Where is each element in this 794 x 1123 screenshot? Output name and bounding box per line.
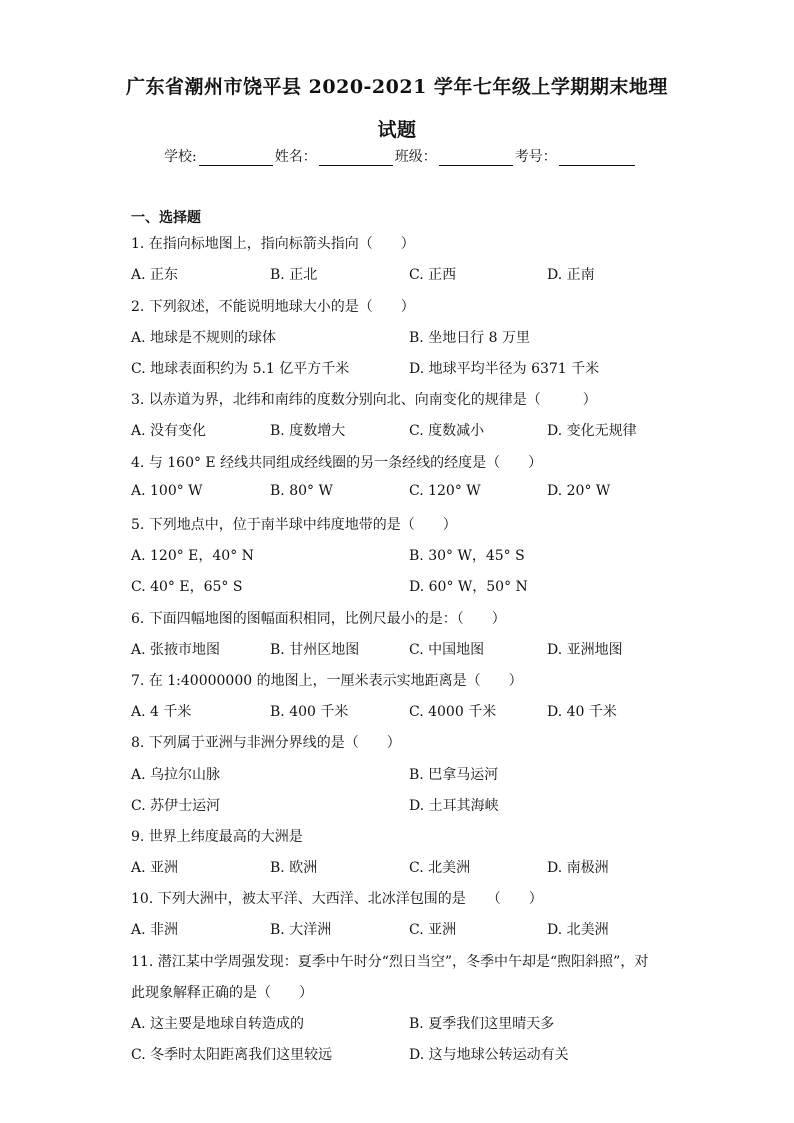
q9-option-b[interactable]: B. 欧洲: [270, 860, 318, 876]
exam-title-line1: 广东省潮州市饶平县 2020-2021 学年七年级上学期期末地理: [126, 76, 668, 98]
q10-option-b[interactable]: B. 大洋洲: [270, 922, 332, 938]
q1-option-d[interactable]: D. 正南: [547, 267, 595, 283]
question-8-stem: 8. 下列属于亚洲与非洲分界线的是（ ）: [131, 735, 401, 751]
question-4-stem: 4. 与 160° E 经线共同组成经线圈的另一条经线的经度是（ ）: [131, 455, 543, 471]
q8-option-d[interactable]: D. 土耳其海峡: [409, 798, 499, 814]
exam-title-line2: 试题: [377, 119, 417, 141]
question-9-stem: 9. 世界上纬度最高的大洲是: [131, 829, 303, 845]
q2-option-c[interactable]: C. 地球表面积约为 5.1 亿平方千米: [131, 361, 350, 377]
class-label: 班级：: [394, 149, 437, 165]
q4-option-c[interactable]: C. 120° W: [409, 483, 481, 499]
q1-option-b[interactable]: B. 正北: [270, 267, 318, 283]
section-title: 一、选择题: [131, 210, 201, 226]
q6-option-c[interactable]: C. 中国地图: [409, 642, 485, 658]
q4-option-d[interactable]: D. 20° W: [547, 483, 611, 499]
q1-option-c[interactable]: C. 正西: [409, 267, 457, 283]
q1-option-a[interactable]: A. 正东: [131, 267, 179, 283]
question-7-stem: 7. 在 1:40000000 的地图上，一厘米表示实地距离是（ ）: [131, 673, 523, 689]
exam-number-blank[interactable]: [559, 151, 635, 166]
q9-option-c[interactable]: C. 北美洲: [409, 860, 471, 876]
q11-option-c[interactable]: C. 冬季时太阳距离我们这里较远: [131, 1047, 333, 1063]
q6-option-b[interactable]: B. 甘州区地图: [270, 642, 360, 658]
q3-option-b[interactable]: B. 度数增大: [270, 423, 346, 439]
student-info-row: [164, 146, 637, 166]
q10-option-c[interactable]: C. 亚洲: [409, 922, 457, 938]
school-label: 学校:: [164, 149, 197, 165]
school-blank[interactable]: [199, 151, 273, 166]
q4-option-b[interactable]: B. 80° W: [270, 483, 333, 499]
question-10-stem: 10. 下列大洲中，被太平洋、大西洋、北冰洋包围的是 （ ）: [131, 891, 543, 907]
q5-option-c[interactable]: C. 40° E，65° S: [131, 579, 243, 595]
question-2-stem: 2. 下列叙述，不能说明地球大小的是（ ）: [131, 299, 415, 315]
q11-option-a[interactable]: A. 这主要是地球自转造成的: [131, 1016, 305, 1032]
q11-option-b[interactable]: B. 夏季我们这里晴天多: [409, 1016, 555, 1032]
question-5-stem: 5. 下列地点中，位于南半球中纬度地带的是（ ）: [131, 517, 457, 533]
q5-option-d[interactable]: D. 60° W，50° N: [409, 579, 528, 595]
q11-option-d[interactable]: D. 这与地球公转运动有关: [409, 1047, 569, 1063]
q9-option-d[interactable]: D. 南极洲: [547, 860, 609, 876]
question-1-stem: 1. 在指向标地图上，指向标箭头指向（ ）: [131, 236, 415, 252]
q5-option-a[interactable]: A. 120° E，40° N: [131, 548, 254, 564]
q7-option-b[interactable]: B. 400 千米: [270, 704, 349, 720]
question-11-stem: 11. 潜江某中学周强发现：夏季中午时分“烈日当空”，冬季中午却是“煦阳斜照”，对: [131, 954, 649, 970]
name-label: 姓名：: [274, 149, 317, 165]
q7-option-c[interactable]: C. 4000 千米: [409, 704, 497, 720]
q6-option-a[interactable]: A. 张掖市地图: [131, 642, 221, 658]
question-3-stem: 3. 以赤道为界，北纬和南纬的度数分别向北、向南变化的规律是（ ）: [131, 392, 597, 408]
q10-option-d[interactable]: D. 北美洲: [547, 922, 609, 938]
q6-option-d[interactable]: D. 亚洲地图: [547, 642, 623, 658]
q10-option-a[interactable]: A. 非洲: [131, 922, 179, 938]
q2-option-a[interactable]: A. 地球是不规则的球体: [131, 330, 277, 346]
q8-option-a[interactable]: A. 乌拉尔山脉: [131, 767, 221, 783]
name-blank[interactable]: [319, 151, 393, 166]
class-blank[interactable]: [439, 151, 513, 166]
q4-option-a[interactable]: A. 100° W: [131, 483, 203, 499]
q2-option-b[interactable]: B. 坐地日行 8 万里: [409, 330, 530, 346]
q8-option-c[interactable]: C. 苏伊士运河: [131, 798, 221, 814]
q7-option-a[interactable]: A. 4 千米: [131, 704, 192, 720]
q5-option-b[interactable]: B. 30° W，45° S: [409, 548, 525, 564]
q8-option-b[interactable]: B. 巴拿马运河: [409, 767, 499, 783]
q3-option-d[interactable]: D. 变化无规律: [547, 423, 637, 439]
q3-option-c[interactable]: C. 度数减小: [409, 423, 485, 439]
q7-option-d[interactable]: D. 40 千米: [547, 704, 617, 720]
q9-option-a[interactable]: A. 亚洲: [131, 860, 179, 876]
q3-option-a[interactable]: A. 没有变化: [131, 423, 207, 439]
q2-option-d[interactable]: D. 地球平均半径为 6371 千米: [409, 361, 600, 377]
question-11-stem-cont: 此现象解释正确的是（ ）: [131, 985, 313, 1001]
question-6-stem: 6. 下面四幅地图的图幅面积相同，比例尺最小的是：（ ）: [131, 611, 506, 627]
exam-number-label: 考号：: [514, 149, 557, 165]
